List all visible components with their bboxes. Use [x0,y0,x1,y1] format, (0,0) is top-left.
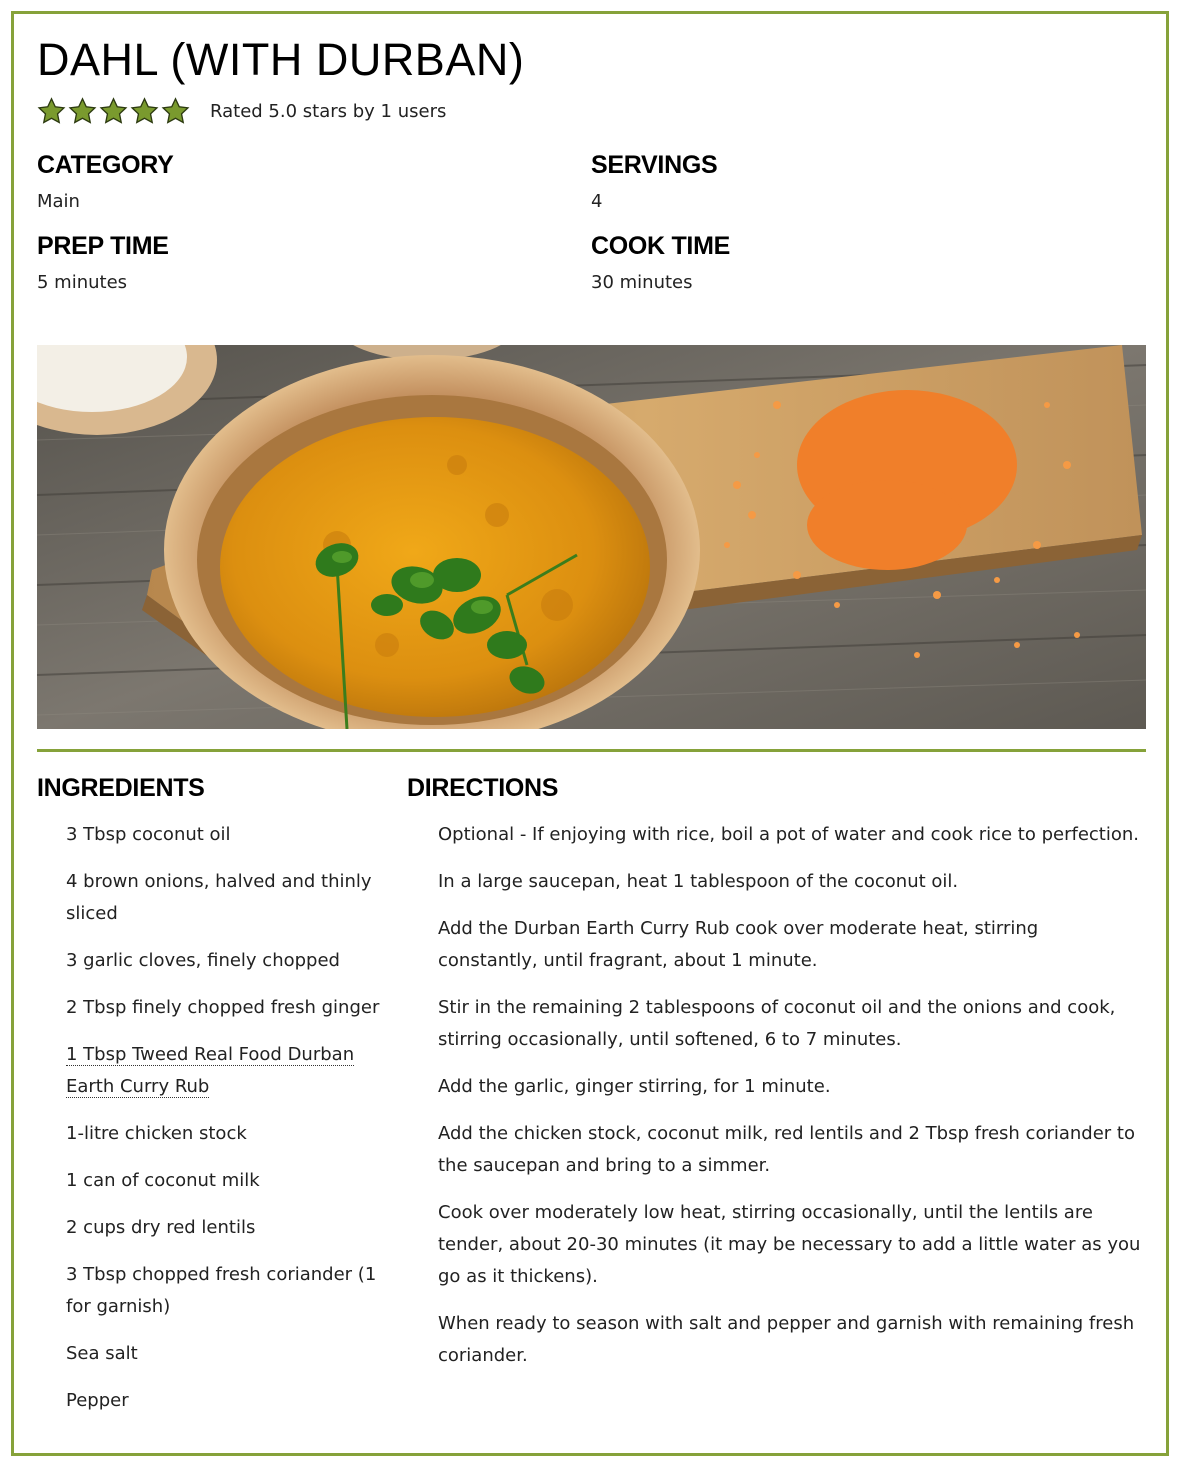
ingredients-list [66,819,406,1432]
direction-step: In a large saucepan, heat 1 tablespoon of the coconut oil. [438,871,959,892]
prep-time-value: 5 minutes [37,272,128,293]
cook-time-label: COOK TIME [591,232,730,260]
ingredient-item: 3 garlic cloves, finely chopped [66,950,340,971]
direction-step: Cook over moderately low heat, stirring occasionally, until the lentils are tender, about 20-30 minutes (it may be necessary to add a little water as you go as it thickens). [438,1202,1141,1287]
recipe-title: DAHL (WITH DURBAN) [37,34,525,85]
servings-label: SERVINGS [591,151,718,179]
prep-time-label: PREP TIME [37,232,169,260]
directions-heading: DIRECTIONS [407,774,559,802]
ingredient-item: 2 cups dry red lentils [66,1217,256,1238]
ingredient-item: Pepper [66,1390,129,1411]
direction-step: Optional - If enjoying with rice, boil a pot of water and cook rice to perfection. [438,824,1139,845]
ingredient-item: Sea salt [66,1343,138,1364]
ingredient-item: 2 Tbsp finely chopped fresh ginger [66,997,380,1018]
ingredient-item: 1 can of coconut milk [66,1170,260,1191]
star-icon[interactable] [99,97,128,126]
star-icon[interactable] [161,97,190,126]
star-icon[interactable] [37,97,66,126]
category-block [37,151,174,212]
ingredient-item: 1-litre chicken stock [66,1123,247,1144]
recipe-photo [37,345,1146,729]
star-icon[interactable] [68,97,97,126]
recipe-card [11,11,1169,1456]
category-value: Main [37,191,80,212]
rating-text: Rated 5.0 stars by 1 users [210,101,447,122]
star-icon[interactable] [130,97,159,126]
servings-block [591,151,717,212]
rating [37,97,446,126]
ingredient-item-link[interactable] [66,1039,406,1103]
ingredients-heading: INGREDIENTS [37,774,205,802]
directions-list [438,819,1143,1387]
cook-time-value: 30 minutes [591,272,693,293]
direction-step: Stir in the remaining 2 tablespoons of coconut oil and the onions and cook, stirring occasionally, until softened, 6 to 7 minutes. [438,997,1116,1050]
section-divider [37,749,1146,752]
ingredient-item: 3 Tbsp coconut oil [66,824,231,845]
curry-rub-link[interactable]: 1 Tbsp Tweed Real Food Durban Earth Curry Rub [66,1044,355,1097]
ingredient-item: 4 brown onions, halved and thinly sliced [66,871,372,924]
servings-value: 4 [591,191,603,212]
ingredient-item: 3 Tbsp chopped fresh coriander (1 for garnish) [66,1264,377,1317]
direction-step: Add the Durban Earth Curry Rub cook over moderate heat, stirring constantly, until fragrant, about 1 minute. [438,918,1039,971]
prep-time-block [37,232,169,293]
cook-time-block [591,232,730,293]
direction-step: When ready to season with salt and pepper and garnish with remaining fresh coriander. [438,1313,1135,1366]
direction-step: Add the chicken stock, coconut milk, red lentils and 2 Tbsp fresh coriander to the saucepan and bring to a simmer. [438,1123,1135,1176]
star-rating[interactable] [37,97,190,126]
category-label: CATEGORY [37,151,174,179]
dahl-photo [37,345,1146,729]
direction-step: Add the garlic, ginger stirring, for 1 minute. [438,1076,831,1097]
